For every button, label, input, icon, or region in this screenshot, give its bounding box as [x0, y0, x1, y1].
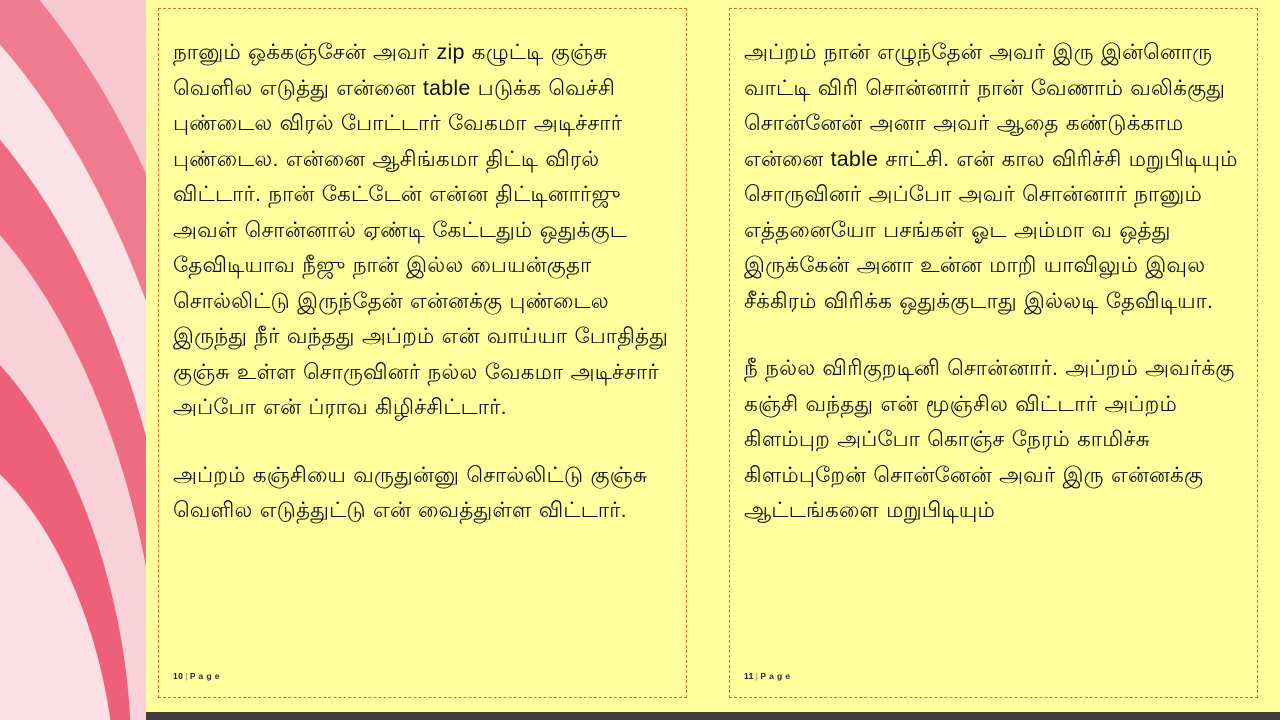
paragraph: அப்றம் கஞ்சியை வருதுன்னு சொல்லிட்டு குஞ்சு வெளில எடுத்துட்டு என் வைத்துள்ள விட்டார்.	[173, 462, 648, 522]
document-page-right	[729, 8, 1258, 698]
page-footer-separator: |	[185, 671, 188, 681]
page-footer	[173, 671, 220, 681]
document-sheet	[146, 0, 1280, 712]
paragraph: நீ நல்ல விரிகுறடினி சொன்னார். அப்றம் அவர்க்கு கஞ்சி வந்தது என் மூஞ்சில விட்டார் அப்றம் கிளம்புற அப்போ கொஞ்ச நேரம் காமிச்சு கிளம்புறேன் சொன்னேன் அவர் இரு என்னக்கு ஆட்டங்களை மறுபிடியும்	[744, 356, 1235, 522]
page-footer-label: P a g e	[189, 671, 220, 681]
page-footer-separator: |	[755, 671, 759, 681]
page-footer-label: P a g e	[760, 671, 791, 681]
page-columns	[158, 8, 1258, 698]
paragraph: அப்றம் நான் எழுந்தேன் அவர் இரு இன்னொரு வாட்டி விரி சொன்னார் நான் வேணாம் வலிக்குது சொன்னேன் அனா அவர் ஆதை கண்டுக்காம என்னை table சாட்சி. என் கால விரிச்சி மறுபிடியும் சொருவினர் அப்போ அவர் சொன்னார் நானும் எத்தனையோ பசங்கள் ஓட அம்மா வ ஒத்து இருக்கேன் அனா உன்ன மாறி யாவிலும் இவுல சீக்கிரம் விரிக்க ஒதுக்குடாது இல்லடி தேவிடியா.	[744, 40, 1238, 313]
page-number: 10	[173, 671, 184, 681]
document-page-left	[158, 8, 687, 698]
decorative-background-graphic	[0, 0, 146, 720]
page-number: 11	[744, 671, 754, 681]
page-footer	[744, 671, 790, 681]
paragraph: நானும் ஒக்கஞ்சேன் அவர் zip கழுட்டி குஞ்சு வெளில எடுத்து என்னை table படுக்க வெச்சி புண்டைல விரல் போட்டார் வேகமா அடிச்சார் புண்டைல. என்னை ஆசிங்கமா திட்டி விரல் விட்டார். நான் கேட்டேன் என்ன திட்டினார்ஜு அவள் சொன்னால் ஏண்டி கேட்டதும் ஒதுக்குட தேவிடியாவ நீஜு நான் இல்ல பையன்குதா சொல்லிட்டு இருந்தேன் என்னக்கு புண்டைல இருந்து நீர் வந்தது அப்றம் என் வாய்யா போதித்து குஞ்சு உள்ள சொருவினர் நல்ல வேகமா அடிச்சார் அப்போ என் ப்ராவ கிழிச்சிட்டார்.	[173, 40, 669, 419]
